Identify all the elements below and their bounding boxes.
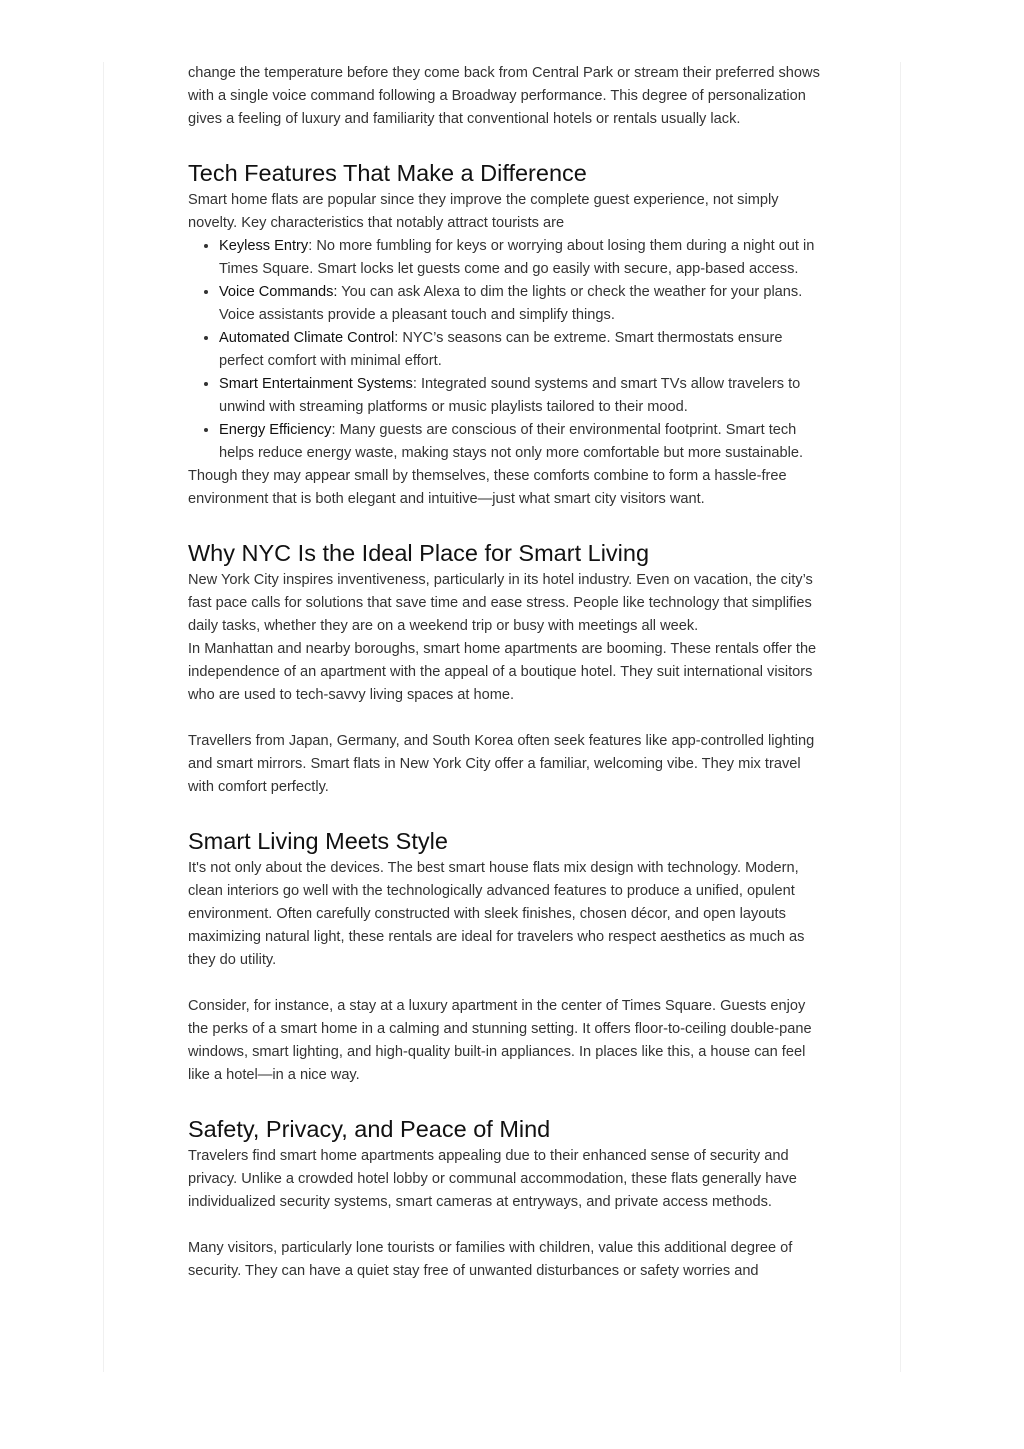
safety-paragraph-1: Travelers find smart home apartments appealing due to their enhanced sense of security and privacy. Unlike a crowded hotel lobby or communal accommodation, these flats generally have individualized security systems, smart cameras at entryways, and private access methods. <box>188 1148 797 1210</box>
nyc-heading: Why NYC Is the Ideal Place for Smart Living <box>188 540 650 566</box>
feature-text: : NYC’s seasons can be extreme. Smart thermostats ensure perfect comfort with minimal effort. <box>219 330 783 369</box>
feature-text: : No more fumbling for keys or worrying about losing them during a night out in Times Square. Smart locks let guests come and go easily with secure, app-based access. <box>219 238 815 277</box>
tech-features-intro: Smart home flats are popular since they improve the complete guest experience, not simply novelty. Key characteristics that notably attract tourists are <box>188 192 779 231</box>
paragraph-spacer <box>188 1214 820 1237</box>
tech-features-list <box>188 235 820 465</box>
tech-features-outro: Though they may appear small by themselves, these comforts combine to form a hassle-free environment that is both elegant and intuitive—just what smart city visitors want. <box>188 468 787 507</box>
list-item <box>219 327 820 373</box>
list-item <box>219 235 820 281</box>
paragraph-spacer <box>188 707 820 730</box>
feature-text: : Integrated sound systems and smart TVs allow travelers to unwind with streaming platforms or music playlists tailored to their mood. <box>219 376 801 415</box>
nyc-paragraph-1: New York City inspires inventiveness, particularly in its hotel industry. Even on vacation, the city’s fast pace calls for solutions that save time and ease stress. People like technology that simplifies daily tasks, whether they are on a weekend trip or busy with meetings all week. <box>188 572 813 634</box>
safety-heading: Safety, Privacy, and Peace of Mind <box>188 1116 551 1142</box>
nyc-paragraph-2: In Manhattan and nearby boroughs, smart home apartments are booming. These rentals offer the independence of an apartment with the appeal of a boutique hotel. They suit international visitors who are used to tech-savvy living spaces at home. <box>188 641 817 703</box>
feature-term: Voice Commands: <box>219 284 338 300</box>
style-paragraph-2: Consider, for instance, a stay at a luxury apartment in the center of Times Square. Guests enjoy the perks of a smart home in a calming and stunning setting. It offers floor-to-ceiling double-pane windows, smart lighting, and high-quality built-in appliances. In places like this, a house can feel like a hotel—in a nice way. <box>188 998 812 1083</box>
feature-term: Smart Entertainment Systems <box>219 376 413 392</box>
nyc-paragraph-3: Travellers from Japan, Germany, and South Korea often seek features like app-controlled lighting and smart mirrors. Smart flats in New York City offer a familiar, welcoming vibe. They mix travel with comfort perfectly. <box>188 733 815 795</box>
style-heading: Smart Living Meets Style <box>188 828 448 854</box>
tech-features-heading: Tech Features That Make a Difference <box>188 160 587 186</box>
feature-term: Automated Climate Control <box>219 330 395 346</box>
feature-term: Energy Efficiency <box>219 422 332 438</box>
style-paragraph-1: It's not only about the devices. The best smart house flats mix design with technology. Modern, clean interiors go well with the technologically advanced features to produce a unified, opulent environment. Often carefully constructed with sleek finishes, chosen décor, and open layouts maximizing natural light, these rentals are ideal for travelers who respect aesthetics as much as they do utility. <box>188 860 805 968</box>
feature-term: Keyless Entry <box>219 238 309 254</box>
intro-paragraph: change the temperature before they come back from Central Park or stream their preferred shows with a single voice command following a Broadway performance. This degree of personalization gives a feeling of luxury and familiarity that conventional hotels or rentals usually lack. <box>188 65 820 127</box>
feature-text: : Many guests are conscious of their environmental footprint. Smart tech helps reduce energy waste, making stays not only more comfortable but more sustainable. <box>219 422 804 461</box>
article-body <box>188 62 820 1283</box>
list-item <box>219 281 820 327</box>
feature-text: You can ask Alexa to dim the lights or check the weather for your plans. Voice assistants provide a pleasant touch and simplify things. <box>219 284 803 323</box>
list-item <box>219 419 820 465</box>
safety-paragraph-2: Many visitors, particularly lone tourists or families with children, value this additional degree of security. They can have a quiet stay free of unwanted disturbances or safety worries and <box>188 1240 793 1279</box>
paragraph-spacer <box>188 972 820 995</box>
list-item <box>219 373 820 419</box>
